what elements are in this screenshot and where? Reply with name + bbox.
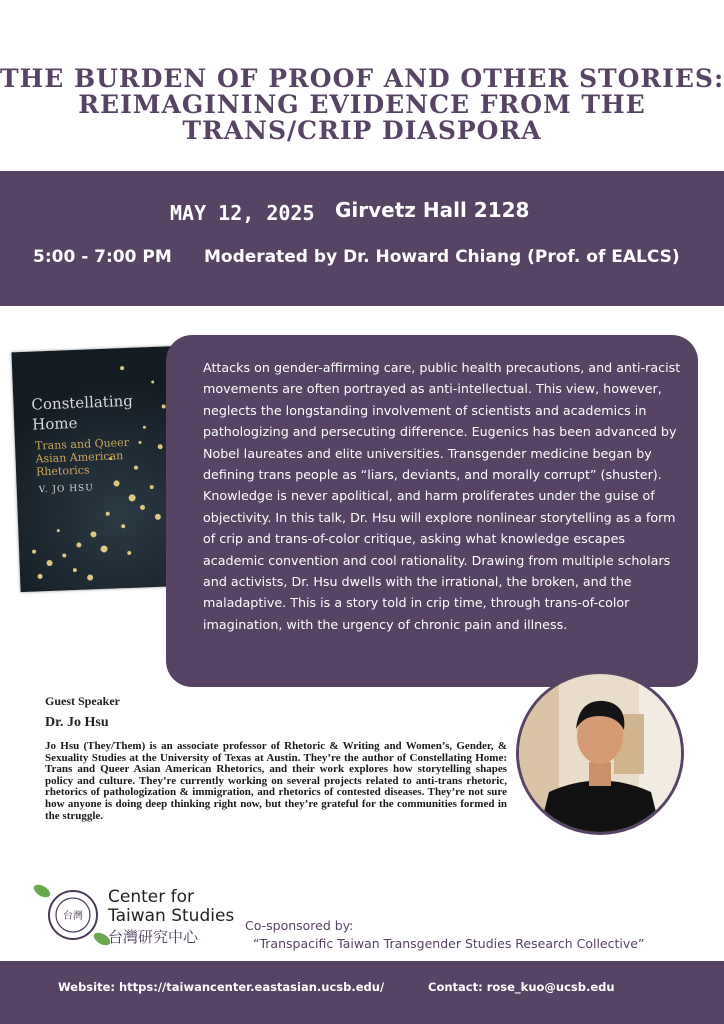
- speaker-bio: Jo Hsu (They/Them) is an associate professor of Rhetoric & Writing and Women’s, Gender, & Sexuality Studies at the University of Texas at Austin. They’re the author of Constellating Home: Trans and Queer Asian American Rhetorics, and their work explores how storytelling shapes policy and culture. They’re currently working on several projects related to anti-trans rhetoric, rhetorics of pathologization & immigration, and rhetorics of contested diseases. They’re not sure how anyone is doing deep thinking right now, but they’re grateful for the communities formed in the struggle.: [45, 740, 507, 822]
- book-subtitle: Asian American: [35, 449, 124, 466]
- leaf-icon: [32, 882, 52, 900]
- logo-text-chinese: 台灣研究中心: [108, 928, 199, 946]
- speaker-portrait-illustration: [519, 674, 681, 832]
- event-date: MAY 12, 2025: [170, 201, 315, 225]
- book-title: Constellating: [31, 391, 134, 414]
- logo-text: Taiwan Studies: [108, 906, 235, 926]
- footer-band: [0, 961, 724, 1024]
- book-subtitle: Trans and Queer: [34, 435, 130, 453]
- logo-text: Center for: [108, 887, 194, 907]
- center-logo-emblem: [32, 882, 114, 948]
- contact-email[interactable]: Contact: rose_kuo@ucsb.edu: [428, 980, 615, 994]
- abstract-text: Attacks on gender-affirming care, public health precautions, and anti-racist movements are often portrayed as anti-intellectual. This view, however, neglects the longstanding involvement of scientists and academics in pathologizing and persecuting difference. Eugenics has been advanced by Nobel laureates and elite universities. Transgender medicine began by defining trans people as “liars, deviants, and morally corrupt” (shuster). Knowledge is never apolitical, and harm proliferates under the guise of objectivity. In this talk, Dr. Hsu will explore nonlinear storytelling as a form of crip and trans-of-color critique, asking what knowledge escapes academic convention and cool rationality. Drawing from multiple scholars and activists, Dr. Hsu dwells with the irrational, the broken, and the maladaptive. This is a story told in crip time, through trans-of-color imagination, with the urgency of chronic pain and illness.: [203, 360, 681, 632]
- speaker-photo: [516, 671, 684, 835]
- cosponsor-name: “Transpacific Taiwan Transgender Studies Research Collective”: [253, 936, 645, 951]
- guest-speaker-label: Guest Speaker: [45, 694, 120, 708]
- title-line: TRANS/CRIP DIASPORA: [182, 116, 542, 145]
- event-moderator: Moderated by Dr. Howard Chiang (Prof. of EALCS): [204, 247, 680, 267]
- abstract-box: [166, 335, 698, 687]
- book-author: V. JO HSU: [38, 483, 95, 496]
- event-details-band: [0, 171, 724, 306]
- event-title: [0, 66, 724, 144]
- title-line: THE BURDEN OF PROOF AND OTHER STORIES:: [0, 64, 724, 93]
- speaker-name: Dr. Jo Hsu: [45, 715, 109, 730]
- book-subtitle: Rhetorics: [35, 463, 90, 479]
- event-venue: Girvetz Hall 2128: [335, 198, 530, 222]
- cosponsor-label: Co-sponsored by:: [245, 918, 354, 933]
- website-link[interactable]: Website: https://taiwancenter.eastasian.ucsb.edu/: [58, 980, 385, 994]
- book-cover-image: [11, 346, 190, 592]
- logo-emblem-text: 台灣: [63, 911, 83, 922]
- event-time: 5:00 - 7:00 PM: [33, 247, 172, 267]
- title-line: REIMAGINING EVIDENCE FROM THE: [78, 90, 646, 119]
- book-title: Home: [31, 413, 78, 434]
